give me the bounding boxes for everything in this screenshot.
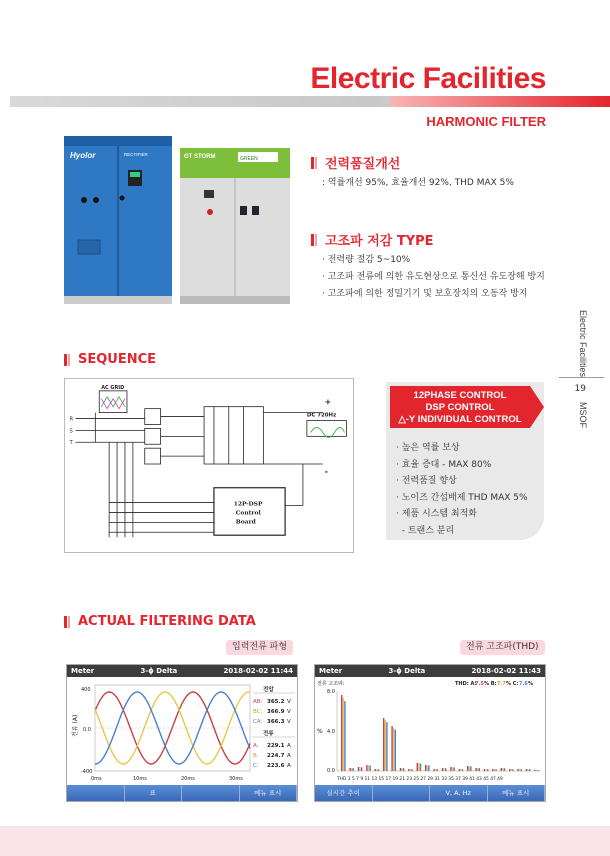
harmonic-bar [512, 769, 513, 771]
meter-titlebar [67, 665, 297, 677]
harmonic-bar [433, 769, 434, 771]
voltage-label: AB: [253, 699, 263, 705]
current-unit: A [287, 743, 291, 749]
voltage-heading: 전압 [263, 687, 274, 693]
softkey-button[interactable]: 메뉴 표시 [240, 785, 298, 801]
board-label-2: Control [235, 509, 261, 517]
y-tick: -400 [81, 769, 93, 775]
phase-r-label: R [69, 416, 74, 423]
section-marker [68, 616, 70, 628]
board-label-1: 12P-DSP [233, 500, 263, 508]
harmonic-bar [391, 726, 392, 771]
meter-mode: 3-ϕ Delta [388, 667, 426, 675]
harmonic-bar [536, 770, 537, 771]
list-item: · 고조파에 의한 정밀기기 및 보호장치의 오동작 방지 [322, 289, 528, 299]
title-divider [10, 96, 610, 107]
list-item: · 노이즈 간섭배제 THD MAX 5% [396, 492, 528, 503]
page-number: 19 [574, 384, 586, 394]
waveform-chart [67, 677, 297, 785]
phase-wave [95, 692, 250, 764]
harmonic-bar [400, 768, 401, 771]
list-item: · 효율 증대 - MAX 80% [396, 459, 492, 470]
harmonic-title: 고조파 저감 TYPE [325, 234, 434, 249]
harmonic-bar [383, 718, 384, 771]
harmonic-bar [425, 765, 426, 771]
harmonic-bar [401, 768, 402, 771]
y-axis-label: 전류 (A) [72, 714, 79, 737]
thd-suffix: % [528, 681, 534, 687]
control-line: 12PHASE CONTROL [413, 390, 507, 401]
harmonic-bars [341, 695, 539, 771]
current-value: 229.1 [267, 743, 285, 749]
meter-softkeys [67, 785, 297, 801]
list-item: · 전력량 절감 5~10% [322, 255, 411, 265]
harmonic-bar [519, 769, 520, 771]
wave-lines [95, 692, 250, 764]
section-marker [68, 354, 70, 366]
harmonic-sublabel: 전류 고조파: [317, 681, 345, 687]
current-heading: 전류 [263, 731, 274, 737]
harmonic-bar [369, 766, 370, 772]
harmonic-heading [311, 230, 434, 249]
x-tick: 0ms [91, 776, 102, 782]
softkey-button[interactable]: 실시간 추이 [315, 785, 373, 801]
minus-label: - [324, 466, 328, 476]
input-current-tag: 입력전류 파형 [226, 640, 293, 655]
harmonic-bar [359, 767, 360, 771]
softkey-button[interactable]: 표 [125, 785, 183, 801]
harmonic-bar [353, 768, 354, 771]
voltage-label: CA: [253, 719, 263, 725]
control-line: △-Y INDIVIDUAL CONTROL [398, 414, 522, 425]
softkey-button[interactable] [67, 785, 125, 801]
harmonic-bar [453, 767, 454, 771]
current-unit: A [287, 753, 291, 759]
phase-s-label: S [69, 428, 73, 435]
thd-prefix: THD: A: [455, 681, 477, 687]
cabinet1-brand: Hyolor [70, 151, 96, 160]
side-brand: MSOF [578, 402, 588, 428]
thd-a-value: 7.5 [475, 681, 484, 687]
harmonic-bar [484, 769, 485, 771]
softkey-button[interactable] [373, 785, 431, 801]
plus-label: + [324, 397, 332, 407]
waveform-meter [66, 664, 298, 802]
harmonic-bar [442, 768, 443, 771]
control-line: DSP CONTROL [425, 402, 495, 413]
harmonic-bar [428, 766, 429, 772]
harmonic-bar [361, 767, 362, 771]
harmonic-bar [435, 769, 436, 771]
softkey-button[interactable]: 메뉴 표시 [488, 785, 546, 801]
x-tick: 10ms [133, 776, 147, 782]
thd-c-value: 7.6 [519, 681, 528, 687]
y-tick: 8.0 [327, 689, 335, 695]
filtering-title: ACTUAL FILTERING DATA [78, 614, 256, 629]
harmonic-bar [492, 769, 493, 771]
harmonic-bar [469, 766, 470, 771]
list-item: · 높은 역률 보상 [396, 443, 460, 453]
harmonic-meter [314, 664, 546, 802]
harmonic-bar [376, 769, 377, 771]
harmonic-bar [517, 769, 518, 771]
meter-title: Meter [319, 667, 343, 675]
harmonic-bar [462, 769, 463, 771]
y-tick: 4.0 [327, 729, 335, 735]
voltage-unit: V [287, 709, 291, 715]
cabinet2-brand: GT STORM [184, 154, 216, 160]
y-axis-label: % [317, 728, 323, 735]
y-tick: 0.0 [327, 768, 335, 774]
harmonic-bar [485, 769, 486, 771]
harmonic-bar [418, 763, 419, 771]
voltage-label: BC: [253, 709, 263, 715]
harmonic-bar [477, 768, 478, 771]
y-tick: 0.0 [83, 727, 91, 733]
voltage-unit: V [287, 719, 291, 725]
section-marker [311, 157, 314, 169]
section-marker [315, 157, 317, 169]
voltage-value: 366.9 [267, 709, 285, 715]
sequence-title: SEQUENCE [78, 352, 157, 367]
list-item: - 트랜스 분리 [396, 525, 455, 536]
thd-b-label: % B: [484, 681, 497, 687]
x-ticks: THD 3 5 7 9 11 13 15 17 19 21 23 25 27 29 31 33 35 37 39 41 43 45 47 49 [337, 777, 503, 782]
current-unit: A [287, 763, 291, 769]
harmonic-bar [479, 768, 480, 771]
harmonic-chart [315, 677, 545, 785]
thd-b-value: 7.7 [497, 681, 506, 687]
power-quality-list [322, 175, 514, 192]
meter-datetime: 2018-02-02 11:44 [223, 667, 293, 675]
harmonic-bar [386, 722, 387, 771]
meter-softkeys [315, 785, 545, 801]
harmonic-bar [420, 764, 421, 771]
side-category: Electric Facilities [578, 310, 588, 378]
harmonic-bar [521, 769, 522, 771]
cabinet1-label: RECTIFIER [124, 152, 148, 157]
page-subtitle: HARMONIC FILTER [426, 114, 546, 129]
harmonic-bar [385, 720, 386, 771]
power-quality-heading [311, 153, 400, 172]
harmonic-bar [459, 769, 460, 771]
harmonic-bar [349, 768, 350, 771]
x-tick: 30ms [229, 776, 243, 782]
y-tick: 400 [81, 687, 91, 693]
power-quality-title: 전력품질개선 [325, 157, 401, 172]
meter-datetime: 2018-02-02 11:43 [471, 667, 541, 675]
dc-label: DC 720Hz [306, 412, 337, 419]
harmonic-bar [467, 766, 468, 771]
harmonic-bar [408, 769, 409, 771]
ac-grid-label: AC GRID [101, 384, 125, 391]
meter-titlebar [315, 665, 545, 677]
harmonic-bar [450, 767, 451, 771]
harmonic-bar [411, 769, 412, 771]
harmonic-bar [393, 728, 394, 771]
softkey-button[interactable]: V, A, Hz [430, 785, 488, 801]
harmonic-bar [502, 768, 503, 771]
list-item: · 전력품질 향상 [396, 476, 457, 486]
harmonic-bar [417, 763, 418, 771]
harmonic-bar [395, 730, 396, 771]
harmonic-bar [344, 701, 345, 771]
page-footer [0, 826, 610, 856]
harmonic-bar [341, 695, 342, 771]
harmonic-tag: 전류 고조파(THD) [460, 640, 545, 655]
thd-c-label: % C: [506, 681, 519, 687]
harmonic-bar [368, 765, 369, 771]
sequence-heading [64, 352, 156, 367]
list-item: · 제품 시스템 최적화 [396, 509, 477, 519]
phase-t-label: T [69, 440, 73, 447]
current-value: 223.6 [267, 763, 285, 769]
harmonic-bar [403, 768, 404, 771]
harmonic-bar [427, 765, 428, 771]
harmonic-bar [443, 768, 444, 771]
harmonic-bar [537, 770, 538, 771]
harmonic-bar [527, 769, 528, 771]
control-list [396, 440, 528, 539]
harmonic-bar [494, 769, 495, 771]
voltage-value: 366.3 [267, 719, 285, 725]
sequence-diagram [64, 378, 354, 553]
harmonic-bar [470, 766, 471, 771]
harmonic-bar [378, 769, 379, 771]
current-label: B: [253, 753, 259, 759]
harmonic-bar [366, 765, 367, 771]
voltage-value: 365.2 [267, 699, 285, 705]
current-label: C: [253, 763, 259, 769]
harmonic-bar [511, 769, 512, 771]
harmonic-bar [410, 769, 411, 771]
harmonic-bar [343, 698, 344, 771]
product-photo [62, 130, 297, 310]
harmonic-bar [445, 768, 446, 771]
harmonic-bar [460, 769, 461, 771]
list-item: : 역률개선 95%, 효율개선 92%, THD MAX 5% [322, 178, 514, 188]
harmonic-bar [504, 768, 505, 771]
meter-title: Meter [71, 667, 95, 675]
harmonic-bar [487, 769, 488, 771]
harmonic-list [322, 252, 545, 303]
board-label-3: Board [235, 518, 256, 526]
section-marker [64, 616, 67, 628]
cabinet2-label: GREEN [240, 156, 258, 162]
section-marker [315, 234, 317, 246]
harmonic-bar [534, 770, 535, 771]
section-marker [311, 234, 314, 246]
harmonic-bar [529, 769, 530, 771]
harmonic-bar [375, 769, 376, 771]
harmonic-bar [495, 769, 496, 771]
filtering-heading [64, 614, 256, 629]
page-title: Electric Facilities [310, 62, 546, 95]
harmonic-bar [501, 768, 502, 771]
control-header [390, 386, 530, 428]
softkey-button[interactable] [182, 785, 240, 801]
control-arrow [530, 386, 544, 428]
harmonic-bar [452, 767, 453, 771]
x-tick: 20ms [181, 776, 195, 782]
current-value: 224.7 [267, 753, 285, 759]
harmonic-bar [475, 768, 476, 771]
harmonic-bar [358, 767, 359, 771]
harmonic-bar [351, 768, 352, 771]
harmonic-bar [437, 769, 438, 771]
harmonic-bar [526, 769, 527, 771]
section-marker [64, 354, 67, 366]
current-label: A: [253, 743, 259, 749]
list-item: · 고조파 전류에 의한 유도현상으로 통신선 유도장해 방지 [322, 272, 545, 282]
voltage-unit: V [287, 699, 291, 705]
side-divider [559, 377, 604, 378]
meter-mode: 3-ϕ Delta [140, 667, 178, 675]
harmonic-bar [509, 769, 510, 771]
